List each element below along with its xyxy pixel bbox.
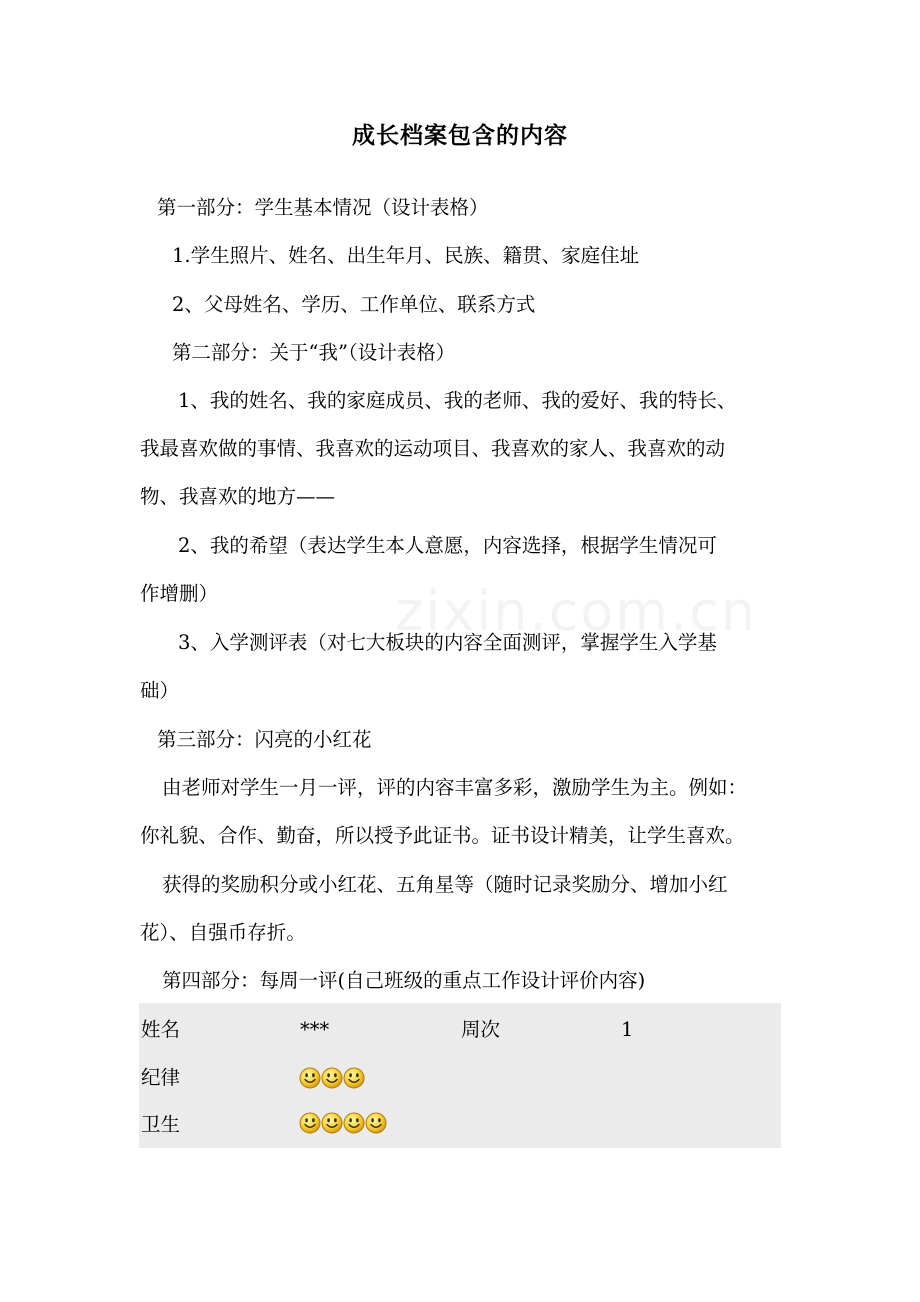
hygiene-rating [299, 1112, 387, 1134]
section-3-para-1-line-1: 由老师对学生一月一评，评的内容丰富多彩，激励学生为主。例如： [162, 776, 748, 799]
section-2-item-3-line-2: 础） [140, 679, 180, 702]
smiley-face-icon [321, 1067, 343, 1089]
section-3-heading: 第三部分：闪亮的小红花 [157, 728, 372, 751]
section-1-heading: 第一部分：学生基本情况（设计表格） [157, 196, 489, 219]
discipline-rating [299, 1067, 365, 1089]
name-value: *** [300, 1018, 330, 1041]
section-2-item-2-line-1: 2、我的希望（表达学生本人意愿，内容选择，根据学生情况可 [178, 534, 717, 557]
section-2-item-1-line-3: 物、我喜欢的地方—— [140, 485, 336, 508]
section-3-para-1-line-2: 你礼貌、合作、勤奋，所以授予此证书。证书设计精美，让学生喜欢。 [140, 824, 745, 847]
smiley-face-icon [321, 1112, 343, 1134]
smiley-face-icon [343, 1112, 365, 1134]
smiley-face-icon [343, 1067, 365, 1089]
name-label: 姓名 [141, 1018, 181, 1041]
section-3-para-2-line-2: 花）、自强币存折。 [140, 921, 306, 944]
discipline-label: 纪律 [141, 1066, 181, 1089]
section-4-heading: 第四部分：每周一评(自己班级的重点工作设计评价内容) [162, 969, 646, 992]
section-1-item-1: 1.学生照片、姓名、出生年月、民族、籍贯、家庭住址 [172, 244, 640, 267]
section-2-heading: 第二部分：关于“我”（设计表格） [172, 341, 456, 364]
hygiene-label: 卫生 [141, 1113, 181, 1136]
week-label: 周次 [461, 1018, 501, 1041]
section-2-item-1-line-2: 我最喜欢做的事情、我喜欢的运动项目、我喜欢的家人、我喜欢的动 [140, 437, 726, 460]
smiley-face-icon [299, 1067, 321, 1089]
smiley-face-icon [365, 1112, 387, 1134]
section-1-item-2: 2、父母姓名、学历、工作单位、联系方式 [172, 293, 536, 316]
week-value: 1 [621, 1018, 634, 1041]
section-2-item-2-line-2: 作增删） [140, 582, 219, 605]
smiley-face-icon [299, 1112, 321, 1134]
section-2-item-3-line-1: 3、入学测评表（对七大板块的内容全面测评，掌握学生入学基 [178, 631, 717, 654]
section-3-para-2-line-1: 获得的奖励积分或小红花、五角星等（随时记录奖励分、增加小红 [162, 873, 728, 896]
document-title: 成长档案包含的内容 [352, 122, 568, 149]
section-2-item-1-line-1: 1、我的姓名、我的家庭成员、我的老师、我的爱好、我的特长、 [178, 389, 737, 412]
weekly-evaluation-table [139, 1003, 781, 1148]
